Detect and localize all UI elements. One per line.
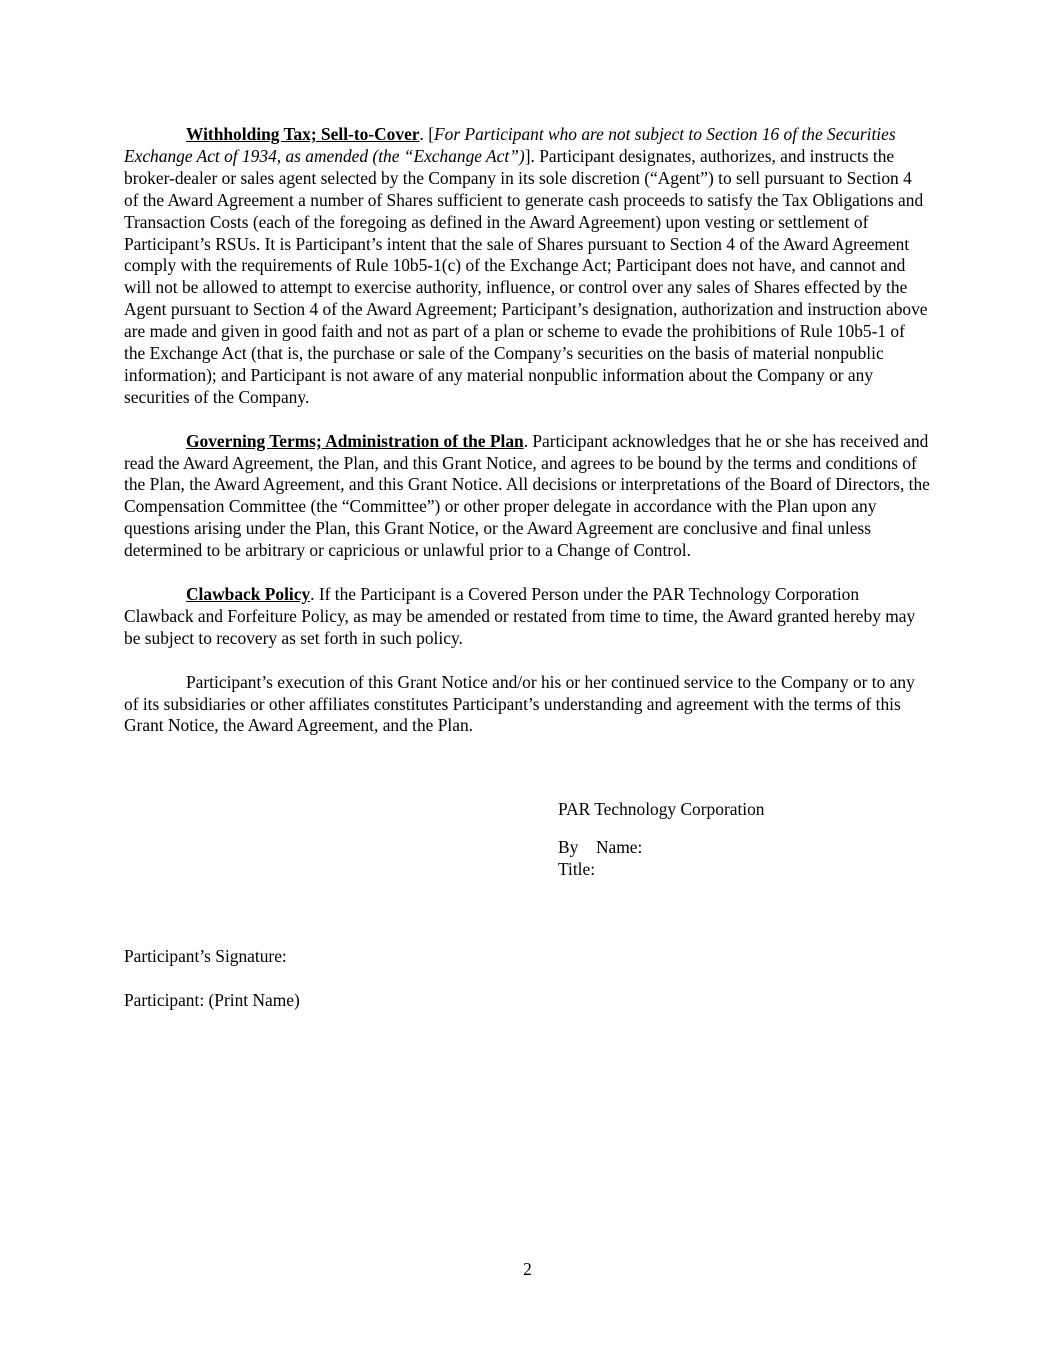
- governing-terms-paragraph: [124, 431, 930, 562]
- withholding-tax-body: ]. Participant designates, authorizes, and instructs the broker-dealer or sales agent selected by the Company in its sole discretion (“Agent”) to sell pursuant to Section 4 of the Award Agreement a number of Shares sufficient to generate cash proceeds to satisfy the Tax Obligations and Transaction Costs (each of the foregoing as defined in the Award Agreement) upon vesting or settlement of Participant’s RSUs. It is Participant’s intent that the sale of Shares pursuant to Section 4 of the Award Agreement comply with the requirements of Rule 10b5-1(c) of the Exchange Act; Participant does not have, and cannot and will not be allowed to attempt to exercise authority, influence, or control over any sales of Shares effected by the Agent pursuant to Section 4 of the Award Agreement; Participant’s designation, authorization and instruction above are made and given in good faith and not as part of a plan or scheme to evade the prohibitions of Rule 10b5-1 of the Exchange Act (that is, the purchase or sale of the Company’s securities on the basis of material nonpublic information); and Participant is not aware of any material nonpublic information about the Company or any securities of the Company.: [124, 145, 928, 407]
- withholding-tax-heading: Withholding Tax; Sell-to-Cover: [186, 124, 420, 144]
- withholding-tax-italic-note: For Participant who are not subject to Section 16 of the Securities Exchange Act of 1934, as amended (the “Exchange Act”): [124, 124, 896, 166]
- page-number: 2: [523, 1259, 532, 1279]
- title-label: Title:: [558, 858, 596, 879]
- clawback-policy-paragraph: [124, 584, 930, 650]
- governing-terms-heading: Governing Terms; Administration of the Plan: [186, 430, 524, 451]
- clawback-policy-body: . If the Participant is a Covered Person under the PAR Technology Corporation Clawback and Forfeiture Policy, as may be amended or restated from time to time, the Award granted hereby may be subject to recovery as set forth in such policy.: [124, 584, 916, 648]
- execution-paragraph: [124, 672, 930, 738]
- governing-terms-body: . Participant acknowledges that he or she has received and read the Award Agreement, the Plan, and this Grant Notice, and agrees to be bound by the terms and conditions of the Plan, the Award Agreement, and this Grant Notice. All decisions or interpretations of the Board of Directors, the Compensation Committee (the “Committee”) or other proper delegate in accordance with the Plan upon any questions arising under the Plan, this Grant Notice, or the Award Agreement are conclusive and final unless determined to be arbitrary or capricious or unlawful prior to a Change of Control.: [124, 430, 930, 561]
- by-label: By: [558, 836, 579, 857]
- company-signature-block: [558, 799, 938, 881]
- name-label: Name:: [596, 836, 643, 857]
- clawback-policy-heading: Clawback Policy: [186, 584, 311, 604]
- execution-body: Participant’s execution of this Grant Notice and/or his or her continued service to the Company or to any of its subsidiaries or other affiliates constitutes Participant’s understanding and agreement with the terms of this Grant Notice, the Award Agreement, and the Plan.: [124, 671, 915, 736]
- document-body: [124, 124, 930, 759]
- participant-signature-block: [124, 946, 624, 1034]
- company-name: PAR Technology Corporation: [558, 799, 765, 819]
- by-name-line: [558, 837, 938, 859]
- participant-signature-label: Participant’s Signature:: [124, 946, 287, 966]
- withholding-tax-paragraph: [124, 124, 930, 409]
- participant-print-name-label: Participant: (Print Name): [124, 989, 300, 1010]
- withholding-tax-bracket-open: . [: [419, 124, 435, 144]
